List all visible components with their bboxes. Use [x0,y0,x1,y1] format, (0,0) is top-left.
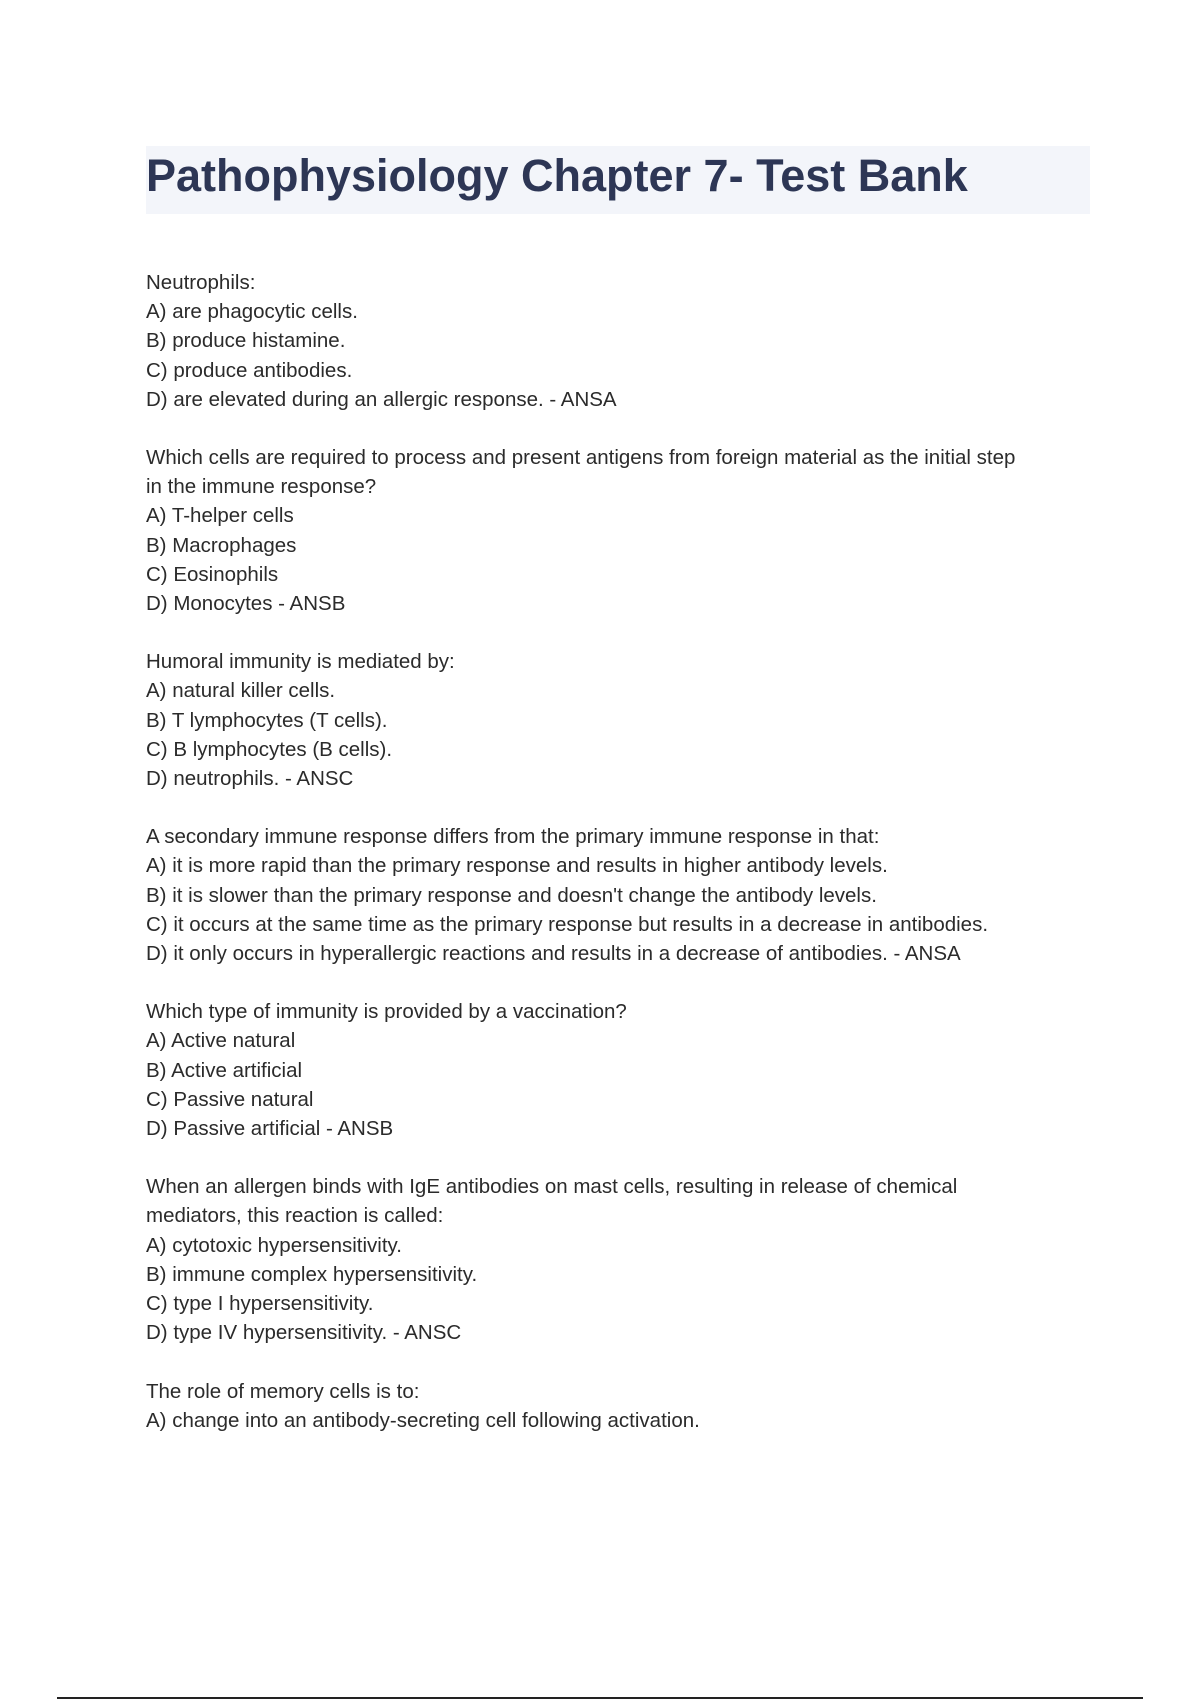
question-stem: Which cells are required to process and present antigens from foreign material as the initial step [146,446,1016,470]
answer-option: C) it occurs at the same time as the primary response but results in a decrease in antibodies. [146,912,989,936]
question-block [146,268,1096,414]
answer-option: A) change into an antibody-secreting cell following activation. [146,1408,700,1432]
answer-option: B) Macrophages [146,533,297,557]
question-block [146,822,1096,968]
answer-option: D) are elevated during an allergic response. - ANSA [146,387,617,411]
question-stem: mediators, this reaction is called: [146,1204,444,1228]
answer-option: A) it is more rapid than the primary response and results in higher antibody levels. [146,854,888,878]
answer-option: D) neutrophils. - ANSC [146,767,354,791]
answer-option: D) Monocytes - ANSB [146,592,346,616]
question-block [146,1377,1096,1435]
question-stem: in the immune response? [146,475,377,499]
question-stem: Neutrophils: [146,271,256,294]
answer-option: B) T lymphocytes (T cells). [146,708,388,732]
answer-option: C) type I hypersensitivity. [146,1292,374,1316]
answer-option: B) produce histamine. [146,329,346,353]
answer-option: D) type IV hypersensitivity. - ANSC [146,1321,462,1345]
question-block [146,997,1096,1143]
question-stem: Which type of immunity is provided by a vaccination? [146,1000,627,1024]
answer-option: A) T-helper cells [146,504,294,528]
answer-option: C) produce antibodies. [146,358,353,382]
answer-option: D) it only occurs in hyperallergic reactions and results in a decrease of antibodies. - ANSA [146,942,961,966]
answer-option: C) Eosinophils [146,562,279,586]
answer-option: A) are phagocytic cells. [146,300,358,324]
answer-option: A) Active natural [146,1029,296,1053]
question-stem: The role of memory cells is to: [146,1379,420,1403]
question-block [146,647,1096,793]
question-stem: Humoral immunity is mediated by: [146,650,455,674]
answer-option: A) natural killer cells. [146,679,336,703]
question-stem: When an allergen binds with IgE antibodies on mast cells, resulting in release of chemical [146,1175,958,1199]
answer-option: C) B lymphocytes (B cells). [146,737,393,761]
question-block [146,1172,1096,1347]
answer-option: B) it is slower than the primary response and doesn't change the antibody levels. [146,883,877,907]
answer-option: B) immune complex hypersensitivity. [146,1262,478,1286]
question-list [146,268,1096,1464]
question-stem: A secondary immune response differs from the primary immune response in that: [146,825,880,849]
question-block [146,443,1096,618]
answer-option: C) Passive natural [146,1087,314,1111]
page-title: Pathophysiology Chapter 7- Test Bank [146,150,968,201]
footer-divider [57,1697,1143,1699]
answer-option: A) cytotoxic hypersensitivity. [146,1233,402,1257]
answer-option: B) Active artificial [146,1058,303,1082]
answer-option: D) Passive artificial - ANSB [146,1117,394,1141]
